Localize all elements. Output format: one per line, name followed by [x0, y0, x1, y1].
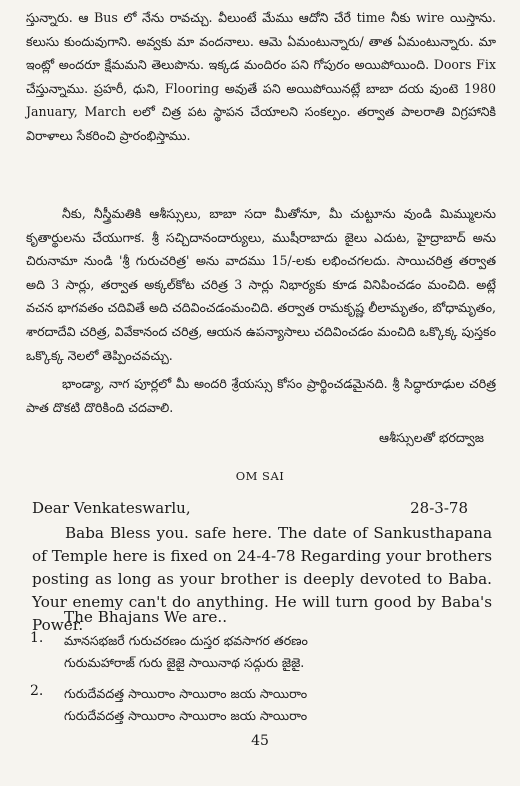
- telugu-paragraph-2: నీకు, నీస్త్రీమతికి ఆశీస్సులు, బాబా సదా మీతోనూ, మీ చుట్టూను వుండి మిమ్ములను కృతార్థులను చేయుగాక. శ్రీ సచ్చిదానందార్యులు, ముషీరాబాదు జైలు ఎదుట, హైద్రాబాద్ అను చిరునామా నుండి 'శ్రీ గురుచరిత్ర' అను వాదము 15/-లకు లభించగలదు. సాయిచరిత్ర తర్వాత అది 3 సార్లు, తర్వాత అక్కల్‌కోట చరిత్ర 3 సార్లు నిభార్యకు కూడ వినిపించడం మంచిది. అట్లే వచన భాగవతం చదివితే అది చదివించడంమంచిది. తర్వాత రామకృష్ణ లీలామృతం, బోధామృతం, శారదాదేవి చరిత్ర, వివేకానంద చరిత్ర, ఆయన ఉపన్యాసాలు చదివించడం మంచిది ఒక్కొక్క పుస్తకం ఒక్కొక్క నెలలో తెప్పించవచ్చు.: [26, 206, 496, 363]
- bhajan-item-1: [30, 630, 308, 674]
- telugu-paragraph-3: భాండ్యా, నాగ పూర్లలో మీ అందరి శ్రేయస్సు కోసం ప్రార్థించడమైనది. శ్రీ సిద్ధారూఢుల చరిత్ర పాత దొకటి దొరికింది చదవాలి.: [26, 376, 496, 415]
- bhajan-line: గురుమహారాజ్ గురు జైజై సాయినాథ సద్గురు జైజై.: [64, 655, 305, 670]
- english-paragraph: Baba Bless you. safe here. The date of Sankusthapana of Temple here is fixed on 24-4-78 Regarding your brothers posting as long as your brother is deeply devoted to Baba. Your enemy can't do anything. He will turn good by Baba's Power.: [32, 524, 492, 634]
- bhajan-line: గురుదేవదత్త సాయిరాం సాయిరాం జయ సాయిరాం: [64, 708, 308, 723]
- bhajan-intro: The Bhajans We are..: [64, 608, 228, 626]
- bhajan-number: 2.: [30, 683, 44, 699]
- telugu-paragraph-1: స్తున్నారు. ఆ Bus లో నేను రావచ్చు. వీలుంటే మేము ఆదోని చేరే time నీకు wire యిస్తాను. కలుసు కుందువుగాని. అవ్వకు మా వందనాలు. ఆమె ఏమంటున్నారు/ తాత ఏమంటున్నారు. మా ఇంట్లో అందరూ క్షేమమని తెలుపొను. ఇక్కడ మందిరం పని గోపురం అయిపోయింది. Doors Fix చేస్తున్నాము. ప్రహరీ, ధుని, Flooring అవుతే పని అయిపోయినట్లే బాబా దయ వుంటె 1980 January, March లలో చిత్ర పట స్థాపన చేయాలని సంకల్పం. తర్వాత పాలరాతి విగ్రహానికి విరాళాలు సేకరించి ప్రారంభిస్తాము.: [26, 10, 496, 143]
- bhajan-line: గురుదేవదత్త సాయిరాం సాయిరాం జయ సాయిరాం: [64, 686, 308, 701]
- letter-heading: OM SAI: [235, 469, 285, 483]
- page-number: 45: [251, 733, 269, 749]
- bhajan-item-2: [30, 683, 307, 727]
- bhajan-line: మానసభజరే గురుచరణం దుస్తర భవసాగర తరణం: [64, 633, 308, 648]
- salutation: Dear Venkateswarlu,: [32, 499, 191, 517]
- signature: ఆశీస్సులతో భరద్వాజ: [379, 430, 484, 445]
- bhajan-number: 1.: [30, 630, 44, 646]
- letter-date: 28-3-78: [410, 499, 468, 517]
